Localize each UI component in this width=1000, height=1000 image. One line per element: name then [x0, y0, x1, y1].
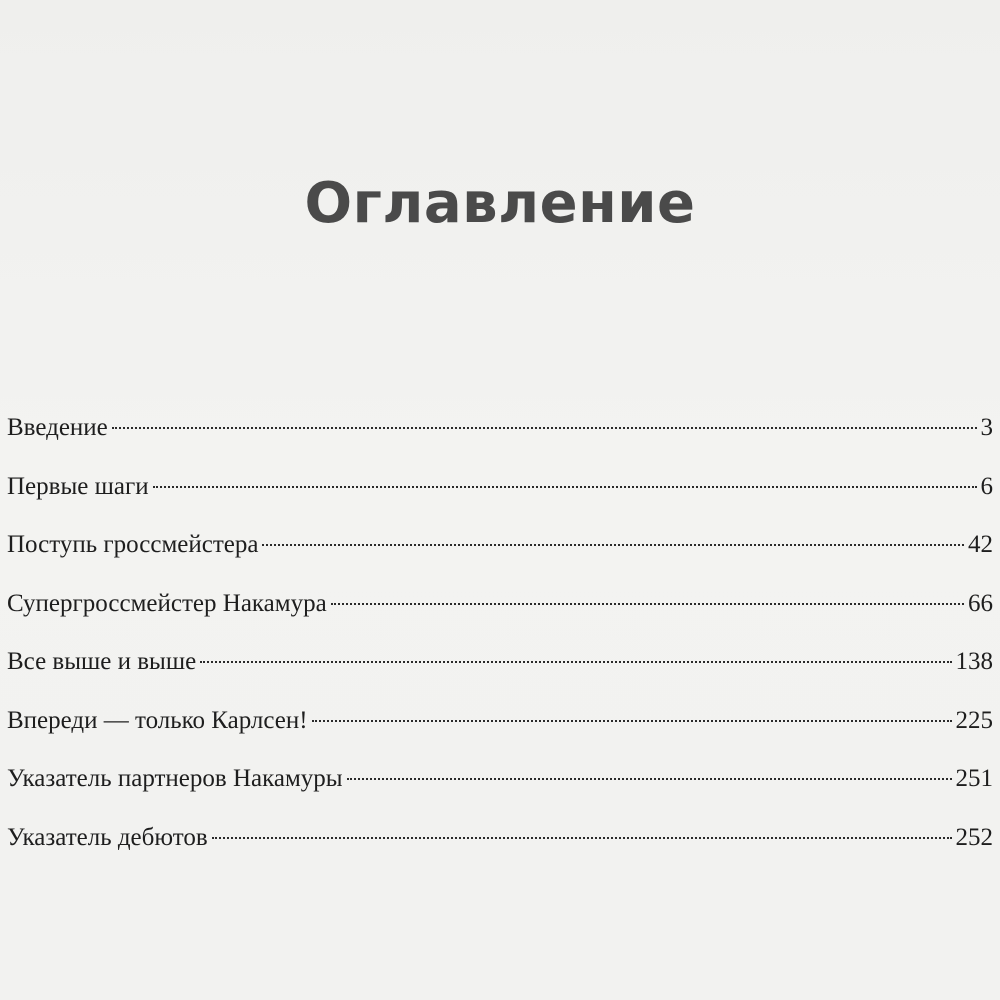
- toc-entry-page: 225: [955, 706, 993, 734]
- toc-entry-page: 6: [980, 472, 993, 500]
- toc-entry-page: 251: [955, 765, 993, 792]
- dot-leader: [153, 486, 977, 488]
- toc-entry: [7, 759, 993, 818]
- toc-entry-title: Поступь гроссмейстера: [7, 531, 259, 558]
- toc-entry-title: Первые шаги: [7, 472, 149, 500]
- dot-leader: [331, 603, 964, 605]
- toc-entry: [7, 467, 993, 526]
- toc-entry: [7, 818, 993, 877]
- dot-leader: [262, 544, 964, 546]
- toc-entry-title: Введение: [7, 414, 108, 441]
- toc-entry-title: Все выше и выше: [7, 648, 197, 675]
- toc-entry-title: Впереди — только Карлсен!: [7, 706, 308, 734]
- page-title: Оглавление: [304, 171, 696, 236]
- dot-leader: [200, 661, 951, 663]
- toc-entry-page: 138: [955, 648, 993, 675]
- toc-entry-title: Указатель дебютов: [7, 823, 208, 851]
- toc-entry-page: 252: [955, 823, 993, 851]
- dot-leader: [347, 778, 952, 780]
- toc-entry: [7, 584, 993, 643]
- toc-entry-title: Указатель партнеров Накамуры: [7, 765, 343, 792]
- dot-leader: [212, 837, 952, 839]
- toc-entry: [7, 525, 993, 584]
- dot-leader: [312, 720, 952, 722]
- toc-entry-title: Супергроссмейстер Накамура: [7, 589, 327, 617]
- toc-entry: [7, 642, 993, 701]
- toc-entry-page: 42: [968, 531, 993, 558]
- toc-entry-page: 66: [968, 589, 993, 617]
- toc-entry: [7, 701, 993, 760]
- toc-entry-page: 3: [980, 414, 993, 441]
- toc-entry: [7, 408, 993, 467]
- dot-leader: [112, 427, 977, 429]
- table-of-contents: [7, 408, 993, 876]
